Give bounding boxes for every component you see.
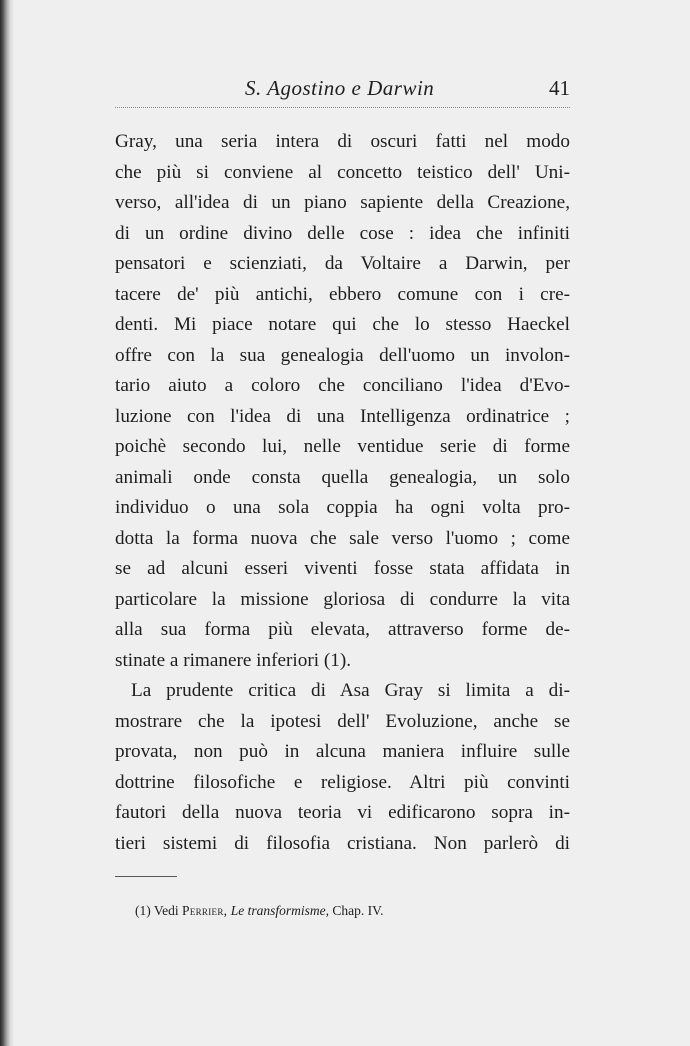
text-line: fautori della nuova teoria vi edificarono sopra in-: [115, 802, 570, 823]
text-line: provata, non può in alcuna maniera influire sulle: [115, 741, 570, 762]
text-line: Gray, una seria intera di oscuri fatti nel modo: [115, 131, 570, 152]
paragraph-end-line: stinate a rimanere inferiori (1).: [115, 649, 352, 671]
text-line: dotta la forma nuova che sale verso l'uomo ; come: [115, 527, 570, 549]
footnote: [135, 903, 383, 919]
page-binding-edge: [0, 0, 14, 1046]
text-line: offre con la sua genealogia dell'uomo un involon-: [115, 344, 570, 366]
text-line: tieri sistemi di filosofia cristiana. Non parlerò di: [115, 832, 570, 854]
text-line: tario aiuto a coloro che conciliano l'idea d'Evo-: [115, 375, 570, 396]
text-line: individuo o una sola coppia ha ogni volta pro-: [115, 497, 570, 518]
footnote-reference: Chap. IV.: [332, 903, 384, 918]
text-line: dottrine filosofiche e religiose. Altri più convinti: [115, 771, 570, 793]
text-line: particolare la missione gloriosa di condurre la vita: [115, 588, 570, 610]
header-dotted-rule: [115, 107, 570, 108]
text-line: alla sua forma più elevata, attraverso forme de-: [115, 619, 570, 640]
body-text: [115, 127, 570, 859]
footnote-separator: [115, 876, 177, 877]
text-line: di un ordine divino delle cose : idea che infiniti: [115, 222, 570, 244]
text-line: che più si conviene al concetto teistico dell' Uni-: [115, 161, 570, 183]
page-header: [115, 74, 570, 110]
text-line: tacere de' più antichi, ebbero comune con i cre-: [115, 283, 570, 305]
footnote-author: Perrier,: [182, 903, 228, 918]
text-line: mostrare che la ipotesi dell' Evoluzione, anche se: [115, 710, 570, 732]
footnote-title: Le transformisme,: [230, 903, 329, 918]
paragraph-start-line: La prudente critica di Asa Gray si limita a di-: [131, 680, 570, 701]
text-line: animali onde consta quella genealogia, un solo: [115, 466, 570, 488]
running-title: S. Agostino e Darwin: [245, 76, 435, 100]
text-line: se ad alcuni esseri viventi fosse stata affidata in: [115, 558, 570, 579]
page-number: 41: [549, 76, 570, 100]
text-line: verso, all'idea di un piano sapiente della Creazione,: [115, 192, 570, 213]
text-line: luzione con l'idea di una Intelligenza ordinatrice ;: [115, 405, 570, 427]
footnote-marker: (1): [135, 903, 151, 918]
text-line: pensatori e scienziati, da Voltaire a Darwin, per: [115, 253, 570, 274]
footnote-lead: Vedi: [153, 903, 179, 918]
text-line: denti. Mi piace notare qui che lo stesso Haeckel: [115, 314, 570, 335]
text-line: poichè secondo lui, nelle ventidue serie di forme: [115, 436, 570, 457]
